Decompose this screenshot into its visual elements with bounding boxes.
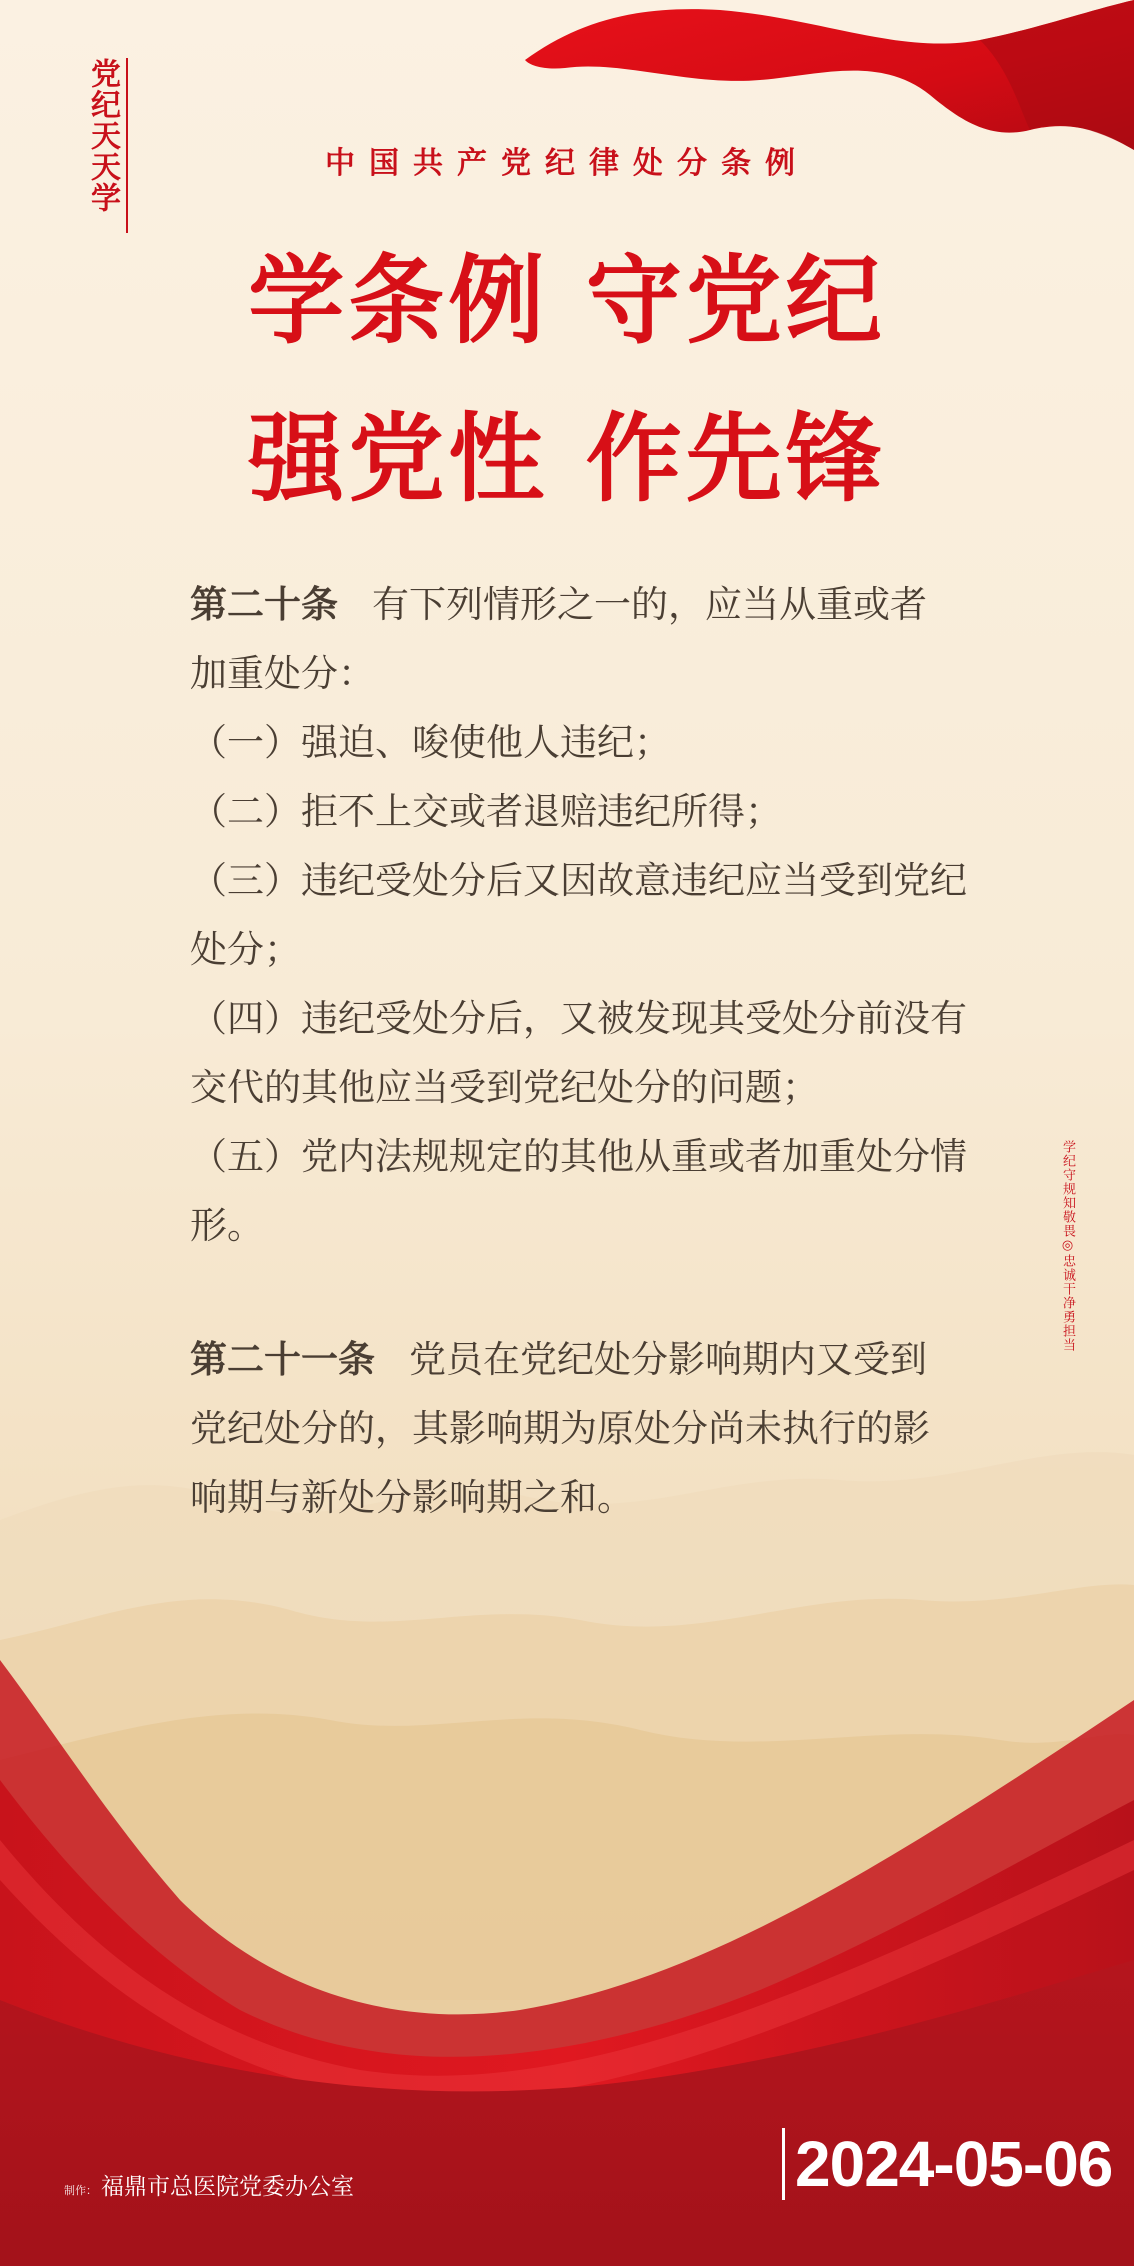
article-line — [190, 570, 950, 639]
article-title: 第二十一条 — [190, 1338, 375, 1381]
publish-date: 2024-05-06 — [795, 2128, 1113, 2200]
article-line — [190, 1325, 950, 1394]
date-divider — [782, 2128, 785, 2200]
article-line: （四）违纪受处分后，又被发现其受处分前没有 — [190, 997, 967, 1040]
producer-label: 制作： — [64, 2184, 97, 2197]
article-line: 形。 — [190, 1204, 264, 1247]
article-line: 党纪处分的，其影响期为原处分尚未执行的影 — [190, 1407, 930, 1450]
article-line: 响期与新处分影响期之和。 — [190, 1476, 634, 1519]
headline-line-1: 学条例 守党纪 — [248, 245, 886, 357]
side-brand — [84, 58, 128, 213]
article-line: 加重处分： — [190, 652, 375, 695]
article-line: （五）党内法规规定的其他从重或者加重处分情 — [190, 1135, 967, 1178]
article-line: 处分； — [190, 928, 301, 971]
article-title: 第二十条 — [190, 583, 338, 626]
article-line: （二）拒不上交或者退赔违纪所得； — [190, 790, 782, 833]
side-brand-title: 党纪天天学 — [85, 58, 120, 213]
headline-line-2: 强党性 作先锋 — [248, 403, 886, 515]
date-block — [782, 2128, 1112, 2200]
article-line: （一）强迫、唆使他人违纪； — [190, 721, 671, 764]
article-21 — [190, 1325, 950, 1532]
article-text: 有下列情形之一的，应当从重或者 — [372, 583, 927, 626]
article-line: （三）违纪受处分后又因故意违纪应当受到党纪 — [190, 859, 967, 902]
side-slogan: 学纪守规知敬畏◎忠诚干净勇担当 — [1060, 1140, 1075, 1352]
producer-name: 福鼎市总医院党委办公室 — [101, 2174, 354, 2200]
article-line: 交代的其他应当受到党纪处分的问题； — [190, 1066, 819, 1109]
article-text: 党员在党纪处分影响期内又受到 — [409, 1338, 927, 1381]
regulation-subtitle: 中国共产党纪律处分条例 — [325, 146, 809, 181]
article-20 — [190, 570, 967, 1260]
producer-credit — [64, 2168, 354, 2201]
